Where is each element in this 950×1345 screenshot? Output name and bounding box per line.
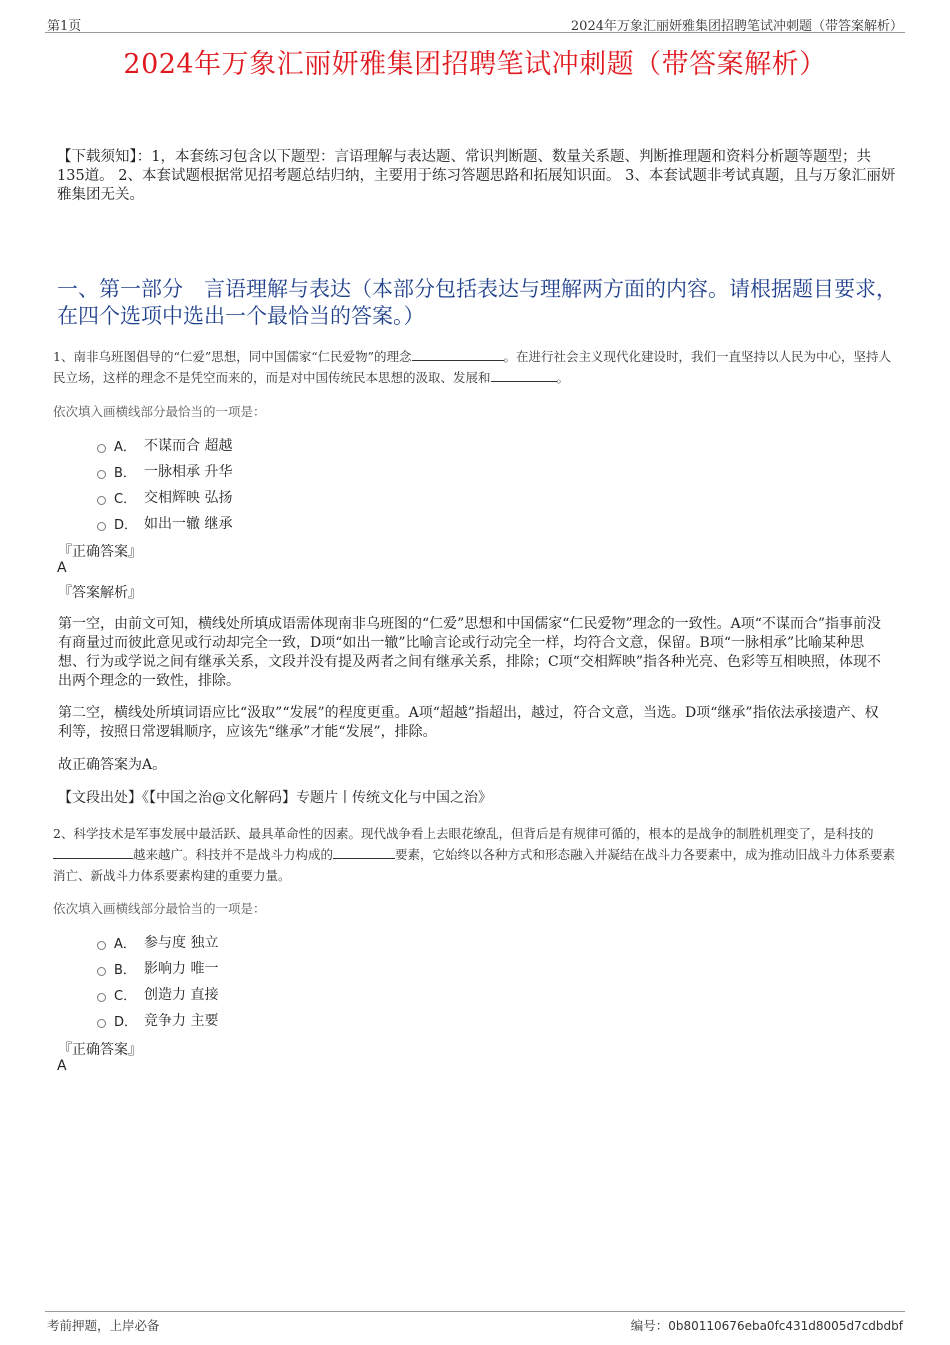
option-letter: C． [114,988,137,1004]
q2-option-a[interactable] [97,929,218,955]
q2-text-part-c: 要素，它始终以各种方式和形态融入并凝结在战斗力各要素中，成为推动旧战斗力体系要素消亡、新战斗力体系要素构建的重要力量。 [53,847,896,883]
q1-blank-2 [491,369,557,382]
option-text: 一脉相承 升华 [144,464,233,480]
option-text: 影响力 唯一 [144,961,219,977]
q1-text-part-c: 。 [556,370,570,385]
q2-blank-2 [333,846,395,859]
question-1-options [97,432,232,536]
q2-option-b[interactable] [97,955,218,981]
page-footer [45,1311,905,1336]
radio-icon[interactable] [97,967,106,976]
q2-text-part-b: 越来越广。科技并不是战斗力构成的 [133,847,334,862]
question-1-text [53,346,898,388]
option-text: 创造力 直接 [144,987,219,1003]
option-letter: D． [114,517,138,533]
radio-icon[interactable] [97,496,106,505]
q2-option-d[interactable] [97,1007,218,1033]
radio-icon[interactable] [97,470,106,479]
option-text: 不谋而合 超越 [144,438,233,454]
q1-analysis-label: 『答案解析』 [58,585,142,601]
page-number: 第1页 [47,19,82,34]
q2-answer: A [57,1058,67,1074]
q1-answer: A [57,560,67,576]
option-letter: B． [114,465,136,481]
q1-option-d[interactable] [97,510,232,536]
q2-option-c[interactable] [97,981,218,1007]
option-text: 交相辉映 弘扬 [144,490,233,506]
question-2-prompt: 依次填入画横线部分最恰当的一项是： [53,901,266,916]
q1-blank-1 [412,348,504,361]
q1-answer-label: 『正确答案』 [58,544,142,560]
question-1-prompt: 依次填入画横线部分最恰当的一项是： [53,404,266,419]
footer-code [631,1316,903,1334]
q1-option-c[interactable] [97,484,232,510]
q1-analysis-paragraph-2: 第二空，横线处所填词语应比“汲取”“发展”的程度更重。A项“超越”指超出，越过，符合文意，当选。D项“继承”指依法承接遗产、权利等，按照日常逻辑顺序，应该先“继承”才能“发展”，排除。 [58,705,879,740]
section-title: 一、第一部分 言语理解与表达（本部分包括表达与理解两方面的内容。请根据题目要求，在四个选项中选出一个最恰当的答案。） [57,277,897,328]
radio-icon[interactable] [97,522,106,531]
q1-text-part-a: 1、南非乌班图倡导的“仁爱”思想，同中国儒家“仁民爱物”的理念 [53,349,412,364]
footer-code-value: 0b80110676eba0fc431d8005d7cdbdbf [668,1319,903,1333]
q1-option-b[interactable] [97,458,232,484]
footer-code-label: 编号： [630,1318,669,1333]
q1-text-part-b: 。在进行社会主义现代化建设时，我们一直坚持以人民为中心，坚持人民立场，这样的理念不是凭空而来的，而是对中国传统民本思想的汲取、发展和 [53,349,892,385]
q1-analysis-conclusion: 故正确答案为A。 [58,757,167,773]
q1-option-a[interactable] [97,432,232,458]
option-text: 参与度 独立 [144,935,219,951]
radio-icon[interactable] [97,993,106,1002]
option-letter: A． [114,936,136,952]
header-doc-title: 2024年万象汇丽妍雅集团招聘笔试冲刺题（带答案解析） [570,19,903,34]
q2-blank-1 [53,846,133,859]
radio-icon[interactable] [97,941,106,950]
q1-analysis-paragraph-1: 第一空，由前文可知，横线处所填成语需体现南非乌班图的“仁爱”思想和中国儒家“仁民爱物”理念的一致性。A项“不谋而合”指事前没有商量过而彼此意见或行动却完全一致，D项“如出一辙”比喻言论或行动完全一样，均符合文意，保留。B项“一脉相承”比喻某种思想、行为或学说之间有继承关系，文段并没有提及两者之间有继承关系，排除；C项“交相辉映”指各种光亮、色彩等互相映照，体现不出两个理念的一致性，排除。 [58,616,882,689]
footer-slogan: 考前押题，上岸必备 [47,1318,160,1333]
option-text: 竞争力 主要 [144,1013,219,1029]
radio-icon[interactable] [97,1019,106,1028]
option-letter: B． [114,962,136,978]
page-header [45,12,905,33]
option-letter: A． [114,439,136,455]
question-2-text [53,823,898,886]
q1-source: 【文段出处】《【中国之治@文化解码】专题片丨传统文化与中国之治》 [58,790,492,806]
radio-icon[interactable] [97,444,106,453]
option-letter: C． [114,491,137,507]
question-2-options [97,929,218,1033]
q2-text-part-a: 2、科学技术是军事发展中最活跃、最具革命性的因素。现代战争看上去眼花缭乱，但背后是有规律可循的，根本的是战争的制胜机理变了，是科技的 [53,826,874,841]
option-letter: D． [114,1014,138,1030]
download-notice: 【下载须知】：1，本套练习包含以下题型：言语理解与表达题、常识判断题、数量关系题、判断推理题和资料分析题等题型；共135道。 2、本套试题根据常见招考题总结归纳，主要用于练习答题思路和拓展知识面。 3、本套试题非考试真题，且与万象汇丽妍雅集团无关。 [57,149,896,203]
document-title: 2024年万象汇丽妍雅集团招聘笔试冲刺题（带答案解析） [123,49,827,80]
option-text: 如出一辙 继承 [144,516,233,532]
q2-answer-label: 『正确答案』 [58,1042,142,1058]
